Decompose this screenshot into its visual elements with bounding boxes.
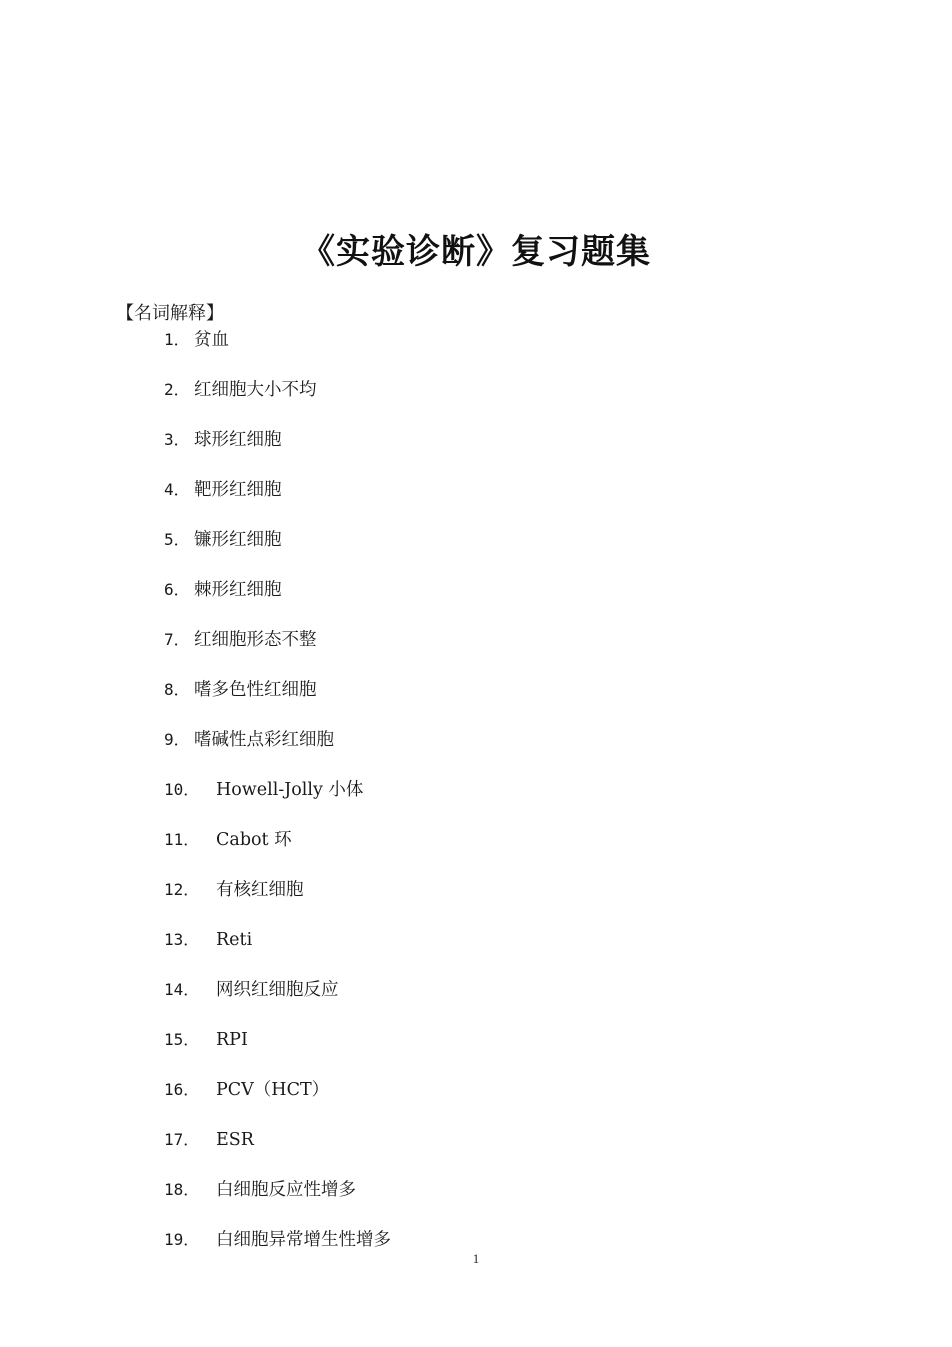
term-number: 1． [164, 330, 190, 349]
term-item [164, 727, 391, 777]
term-label: 网织红细胞反应 [216, 980, 339, 1000]
term-item [164, 677, 391, 727]
term-item [164, 427, 391, 477]
term-label: 红细胞大小不均 [194, 380, 317, 400]
term-item [164, 1127, 391, 1177]
term-label: 有核红细胞 [216, 880, 304, 900]
term-label: 球形红细胞 [194, 430, 282, 450]
term-number: 6． [164, 580, 190, 599]
term-item [164, 1077, 391, 1127]
term-label: RPI [216, 1030, 248, 1050]
term-label: 嗜多色性红细胞 [194, 680, 317, 700]
term-label: PCV（HCT） [216, 1080, 330, 1100]
term-label: 靶形红细胞 [194, 480, 282, 500]
document-title: 《实验诊断》复习题集 [301, 232, 651, 272]
term-item [164, 377, 391, 427]
term-label: ESR [216, 1130, 254, 1150]
section-heading-term-definitions: 【名词解释】 [116, 303, 224, 324]
term-label: Howell-Jolly 小体 [216, 780, 364, 800]
term-number: 17． [164, 1130, 200, 1149]
term-label: 贫血 [194, 330, 229, 350]
term-item [164, 477, 391, 527]
term-item [164, 627, 391, 677]
term-item [164, 1027, 391, 1077]
term-number: 7． [164, 630, 190, 649]
term-number: 12． [164, 880, 200, 899]
term-list [164, 327, 391, 1277]
term-number: 15． [164, 1030, 200, 1049]
term-number: 9． [164, 730, 190, 749]
term-label: Reti [216, 930, 253, 950]
term-number: 13． [164, 930, 200, 949]
term-label: 棘形红细胞 [194, 580, 282, 600]
term-label: 镰形红细胞 [194, 530, 282, 550]
term-item [164, 977, 391, 1027]
term-number: 16． [164, 1080, 200, 1099]
term-item [164, 777, 391, 827]
term-number: 10． [164, 780, 200, 799]
term-item [164, 877, 391, 927]
term-label: 白细胞异常增生性增多 [216, 1230, 391, 1250]
term-item [164, 927, 391, 977]
term-number: 14． [164, 980, 200, 999]
term-item [164, 577, 391, 627]
term-number: 19． [164, 1230, 200, 1249]
term-item [164, 327, 391, 377]
term-item [164, 1177, 391, 1227]
page-number: 1 [472, 1251, 480, 1266]
term-number: 18． [164, 1180, 200, 1199]
term-label: 嗜碱性点彩红细胞 [194, 730, 334, 750]
term-item [164, 527, 391, 577]
term-label: 红细胞形态不整 [194, 630, 317, 650]
term-number: 3． [164, 430, 190, 449]
term-number: 11． [164, 830, 200, 849]
term-number: 5． [164, 530, 190, 549]
term-label: Cabot 环 [216, 830, 292, 850]
term-number: 8． [164, 680, 190, 699]
term-number: 4． [164, 480, 190, 499]
term-number: 2． [164, 380, 190, 399]
term-label: 白细胞反应性增多 [216, 1180, 356, 1200]
term-item [164, 827, 391, 877]
